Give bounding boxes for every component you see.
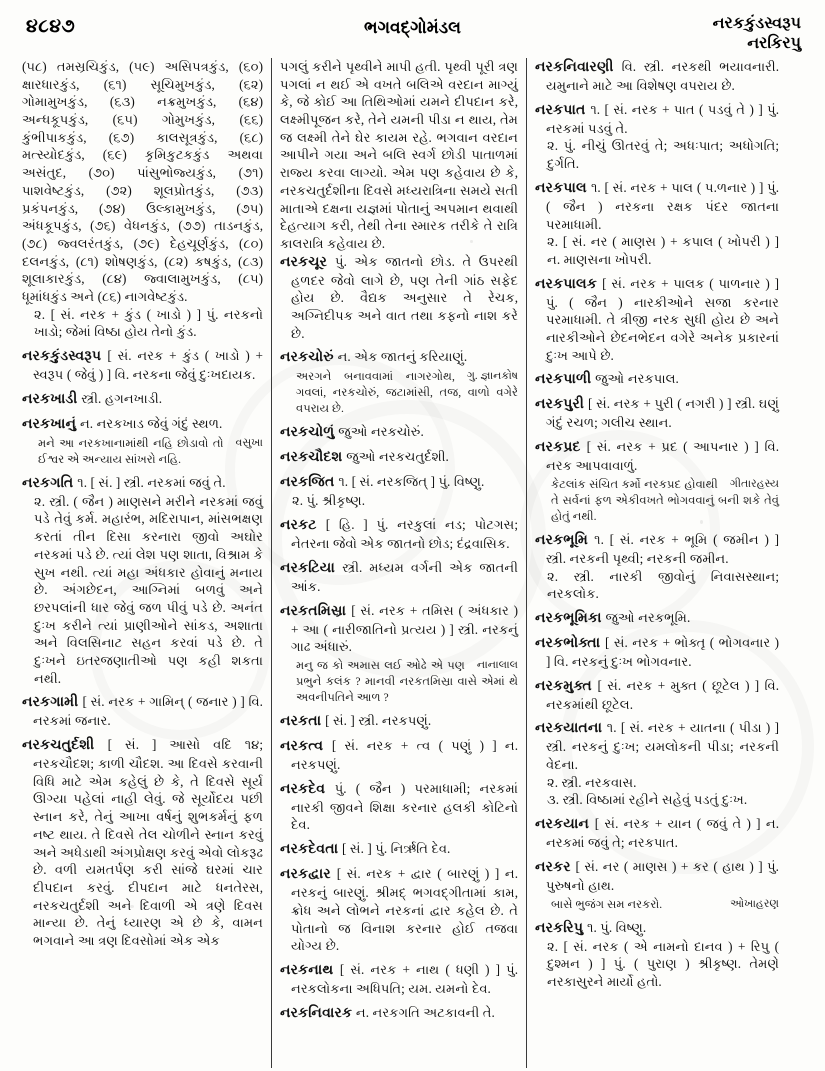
entry-headword: નરકભોક્તા: [535, 634, 606, 651]
page-header: [0, 0, 825, 62]
entry-definition: નરકટ [ હિ. ] પું. નરકુલાં નડ; પોટગસ; નેતરના જેવો એક જાતનો છોડ; દંદ્રવાસિક.: [280, 517, 518, 552]
entry-headword: નરકમુક્ત: [535, 677, 598, 694]
entry-definition: નરકટિયા સ્ત્રી. મધ્યમ વર્ગની એક જાતની આંક.: [280, 559, 518, 594]
entry-definition: નરકજિત ૧. [ સં. નરકજિત્ ] પું. વિષ્ણુ.: [280, 474, 485, 491]
entry-headword: નરકગામી: [22, 694, 83, 711]
dictionary-entry: [280, 602, 518, 706]
entry-headword: નરકખાનું: [22, 415, 80, 432]
entry-headword: નરકચતુર્દશી: [22, 737, 108, 754]
entry-definition: નરકતમિસ્રા [ સં. નરક + તમિસ ( અંધકાર ) + આ ( નારીજાતિનો પ્રત્યય ) ] સ્ત્રી. નરકનું ગાઢ અંધારું.: [280, 602, 519, 655]
entry-headword: નરકદેવ: [280, 780, 335, 797]
entry-headword: નરકત્વ: [280, 737, 332, 754]
dictionary-entry: [535, 531, 779, 603]
entry-definition: નરકપ્રદ [ સં. નરક + પ્રદ ( આપનાર ) ] વિ. નરક આપવાવાળું.: [535, 439, 779, 474]
entry-definition: નરકનાથ [ સં. નરક + નાથ ( ધણી ) ] પું. નરકલોકના અધિપતિ; યમ. યમનો દેવ.: [280, 961, 518, 996]
citation-attribution: ગીતારહસ્ય: [729, 477, 779, 490]
column-container: [0, 58, 825, 1068]
entry-citation: નાનાલાલ મનુ જ કો અમાસ લઈ ઓઢે એ પણ પ્રભુને કલંક ? માનવી નરકતમિસ્રા વાસે એમાં થે અવનીપતિને આળ ?: [296, 658, 518, 704]
entry-headword: નરકપાળી: [535, 371, 596, 388]
column-3: [526, 58, 781, 1068]
entry-definition: નરકભૂમિ ૧. [ સં. નરક + ભૂમિ ( જમીન ) ] સ્ત્રી. નરકની પૃથ્વી; નરકની જમીન.: [535, 531, 780, 566]
entry-headword: નરકચોળું: [280, 424, 339, 441]
running-head: [713, 14, 801, 54]
dictionary-entry: [280, 516, 518, 553]
entry-definition: નરકદેવતા [ સં. ] પું. નિર્ઋતિ દેવ.: [280, 841, 451, 858]
entry-definition: નરકપાલ ૧. [ સં. નરક + પાલ ( પ.ળનાર ) ] પું. ( જૈન ) નરકના રક્ષક પંદર જાતના પરમાધામી.: [535, 179, 779, 232]
entry-headword: નરકયાતના: [535, 720, 607, 737]
entry-definition: નરકતા [ સં. ] સ્ત્રી. નરકપણું.: [280, 712, 432, 729]
dictionary-entry: [535, 438, 779, 525]
column-3-entries: [535, 58, 779, 991]
entry-sense: ૨. પું. નીચું ઊતરવું તે; અધઃપાત; અધોગતિ; દુર્ગતિ.: [547, 138, 779, 172]
entry-headword: નરકપાત: [535, 101, 591, 118]
column-2-entries: [280, 253, 518, 1023]
entry-headword: નરકટિયા: [280, 559, 343, 576]
entry-headword: નરકકુંડસ્વરૂપ: [22, 348, 108, 364]
dictionary-entry: [22, 474, 263, 688]
dictionary-entry: [535, 370, 779, 389]
entry-headword: નરકતમિસ્રા: [280, 602, 352, 619]
entry-sense: ૨. પું. શ્રીકૃષ્ણ.: [292, 493, 365, 509]
dictionary-entry: [22, 347, 263, 384]
entry-headword: નરકભૂમિકા: [535, 609, 606, 626]
dictionary-entry: [22, 390, 263, 409]
entry-headword: નરકચૂર: [280, 253, 336, 270]
dictionary-entry: [535, 815, 779, 852]
column-1-entries: [22, 306, 263, 950]
entry-definition: નરકકુંડસ્વરૂપ [ સં. નરક + કુંડ ( ખાડો ) + સ્વરૂપ ( જેવું ) ] વિ. નરકના જેવું દુઃખદાયક.: [22, 348, 263, 383]
dictionary-entry: [22, 736, 263, 950]
citation-attribution: ઓખાહરણ: [730, 897, 779, 910]
column-2: [271, 58, 526, 1068]
entry-definition: નરકત્વ [ સં. નરક + ત્વ ( પણું ) ] ન. નરકપણું.: [280, 737, 518, 772]
dictionary-entry: [280, 780, 518, 834]
dictionary-entry: [535, 101, 779, 173]
entry-definition: નરકમુક્ત [ સં. નરક + મુક્ત ( છૂટેલ ) ] વિ. નરકમાંથી છૂટેલ.: [535, 677, 779, 712]
entry-definition: નરકપાળી જુઓ નરકપાલ.: [535, 371, 679, 388]
entry-headword: નરકદેવતા: [280, 841, 343, 858]
running-head-line-1: નરકકુંડસ્વરૂપ: [712, 15, 801, 32]
entry-headword: નરકચોરું: [280, 349, 338, 366]
running-head-line-2: નરકિરપુ: [747, 35, 801, 52]
dictionary-entry: [535, 58, 779, 95]
entry-definition: નરકખાનું ન. નરકખાડ જેવું ગંદું સ્થળ.: [22, 415, 223, 432]
page-number: ૪૮૪૭: [26, 16, 76, 37]
entry-headword: નરકભૂમિ: [535, 531, 595, 548]
entry-definition: નરકપાત ૧. [ સં. નરક + પાત ( પડવું તે ) ] પું. નરકમાં પડવું તે.: [535, 101, 780, 136]
entry-headword: નરકર: [535, 858, 576, 875]
dictionary-entry: [280, 253, 518, 343]
entry-definition: નરકનિવારક ન. નરકગતિ અટકાવની તે.: [280, 1004, 495, 1021]
dictionary-entry: [535, 677, 779, 714]
entry-headword: નરકનિવારણી: [535, 59, 622, 75]
entry-citation: ઓખાહરણ બાસે ભુજંગ સમ નરકરો.: [551, 897, 779, 911]
dictionary-entry: [280, 712, 518, 731]
dictionary-entry: [535, 275, 779, 365]
dictionary-entry: [280, 448, 518, 467]
dictionary-entry: [280, 961, 518, 998]
entry-definition: નરકદ્વાર [ સં. નરક + દ્વાર ( બારણું ) ] ન. નરકનું બારણું. શ્રીમદ્ ભગવદ્ગીતામાં કામ, ક્રોધ અને લોભને નરકનાં દ્વાર કહેલ છે. તે પોતાનો જ વિનાશ કરનાર હોઈ તજવા યોગ્ય છે.: [280, 866, 518, 954]
entry-definition: નરકચૂર પું. એક જાતનો છોડ. તે ઉપરથી હળદર જેવો લાગે છે, પણ તેની ગાંઠ સફેદ હોય છે. વૈદ્યક અનુસાર તે રેચક, અગ્નિદીપક અને વાત તથા કફનો નાશ કરે છે.: [280, 253, 519, 341]
entry-sense: ૩. સ્ત્રી. વિષ્ઠામાં રહીને સહેવું પડતું દુઃખ.: [547, 792, 748, 808]
entry-definition: નરકભોક્તા [ સં. નરક + ભોક્તૃ ( ભોગવનાર ) ] વિ. નરકનું દુઃખ ભોગવનાર.: [535, 634, 779, 669]
entry-headword: નરકપ્રદ: [535, 439, 587, 456]
entry-headword: નરકરિપુ: [535, 919, 588, 936]
entry-definition: નરકગતિ ૧. [ સં. ] સ્ત્રી. નરકમાં જવું તે.: [22, 474, 226, 491]
entry-definition: નરકર [ સં. નર ( માણસ ) + કર ( હાથ ) ] પું. પુરુષનો હાથ.: [535, 858, 779, 893]
citation-attribution: ગુ. જ્ઞાનકોષ: [466, 370, 518, 383]
dictionary-entry: [22, 415, 263, 468]
citation-attribution: વસુખા: [235, 436, 263, 449]
dictionary-entry: [22, 693, 263, 730]
entry-definition: નરકચતુર્દશી [ સં. ] આસો વદિ ૧૪; નરકચૌદશ; કાળી ચૌદશ. આ દિવસે કરવાની વિધિ માટે એમ કહેલું છે કે, તે દિવસે સૂર્ય ઊગ્યા પહેલાં નાહી લેવું. જે સૂર્યોદય પછી સ્નાન કરે, તેનું આખા વર્ષનું શુભકર્મનું ફળ નષ્ટ થાય. તે દિવસે તેલ ચોળીને સ્નાન કરવું અને અધેડાથી અંગપ્રોક્ષણ કરવું એવો લોકરૂઢ છે. વળી યમતર્પણ કરી સાંજે ઘરમાં ચાર દીપદાન કરવું. દીપદાન માટે ધનતેરસ, નરકચતુર્દશી અને દિવાળી એ ત્રણે દિવસ માન્યા છે. તેનું ધ્યારણ એ છે કે, વામન ભગવાને આ ત્રણ દિવસોમાં એક એક: [22, 737, 263, 948]
entry-definition: નરકગામી [ સં. નરક + ગામિન્ ( જનાર ) ] વિ. નરકમાં જનાર.: [22, 694, 263, 729]
entry-headword: નરકનિવારક: [280, 1004, 356, 1021]
entry-headword: નરકનાથ: [280, 961, 340, 978]
entry-headword: નરકપાલક: [535, 275, 603, 292]
dictionary-entry: [280, 423, 518, 442]
dictionary-entry: [535, 179, 779, 269]
continued-paragraph: પગલું કરીને પૃથ્વીને માપી હતી. પૃથ્વી પૂરી ત્રણ પગલાં ન થઈ એ વખતે બલિએ વરદાન માગ્યું કે, જે કોઈ આ તિથિઓમાં યમને દીપદાન કરે, લક્ષ્મીપૂજન કરે, તેને યમની પીડા ન થાય, તેમ જ લક્ષ્મી તેને ઘેર કાયમ રહે. ભગવાન વરદાન આપીને ગયા અને બલિ સ્વર્ગ છોડી પાતાળમાં રાજ્ય કરવા લાગ્યો. એમ પણ કહેવાય છે કે, નરકચતુર્દશીના દિવસે મધ્યરાત્રિના સમયે સતી માતાએ દક્ષના યજ્ઞમાં પોતાનું અપમાન થવાથી દેહત્યાગ કરી, તેથી તેના સ્મારક તરીકે તે રાત્રિ કાલરાત્રિ કહેવાય છે.: [280, 59, 518, 251]
entry-citation: ગુ. જ્ઞાનકોષ અરગને બનાવવામાં નાગરગોથ, ગવલાં, નરકચોરું, જટામાંસી, તજ, વાળો વગેરે વપરાય છે.: [296, 370, 518, 416]
dictionary-entry: [535, 395, 779, 432]
entry-definition: નરકયાતના ૧. [ સં. નરક + યાતના ( પીડા ) ] સ્ત્રી. નરકનું દુઃખ; યમલોકની પીડા; નરકની વેદના.: [535, 720, 779, 773]
entry-citation: વસુખા મને આ નરકખાનામાંથી નહિ છોડાવો તો ઈશ્વર એ અન્યાય સાંખરો નહિ.: [38, 436, 263, 466]
dictionary-entry: [280, 865, 518, 955]
entry-citation: ગીતારહસ્ય કેટલાંક સંચિત કર્મો નરકપ્રદ હોવાથી તે સર્વનાં ફળ એકીવખતે ભોગવવાનું બની શકે તેવું હોતું નથી.: [551, 477, 779, 523]
entry-definition: નરકચૌદશ જુઓ નરકચતુર્દશી.: [280, 449, 449, 466]
entry-headword: નરકયાન: [535, 816, 595, 833]
dictionary-entry: [280, 1004, 518, 1023]
entry-definition: નરકભૂમિકા જુઓ નરકભૂમિ.: [535, 609, 691, 626]
entry-headword: નરકતા: [280, 712, 326, 729]
dictionary-entry: [22, 306, 263, 341]
entry-definition: નરકપુરી [ સં. નરક + પુરી ( નગરી ) ] સ્ત્રી. ઘણું ગંદું રચળ; ગલીચ સ્થાન.: [535, 396, 779, 431]
entry-definition: નરકચોળું જુઓ નરકચોરું.: [280, 424, 424, 441]
entry-sense: ૨. સ્ત્રી. નારકી જીવોનું નિવાસસ્થાન; નરકલોક.: [547, 568, 779, 602]
dictionary-entry: [535, 634, 779, 671]
entry-definition: નરકયાન [ સં. નરક + યાન ( જવું તે ) ] ન. નરકમાં જવું તે; નરકપાત.: [535, 816, 779, 851]
continued-kunda-list: (૫૮) તમસ્રચિકુંડ, (૫૯) અસિપત્રકુંડ, (૬૦) ક્ષારધારકુંડ, (૬૧) સૂચિમુખકુંડ, (૬૨) ગોમામુખકુંડ, (૬૩) નક્રમુખકુંડ, (૬૪) અન્ધકૂપકુંડ, (૬૫) ગોમુખકુંડ, (૬૬) કુંભીપાકકુંડ, (૬૭) કાલસૂત્રકુંડ, (૬૮) મત્સ્યોદકુંડ, (૬૯) કૃમિકુટકકુંડ અથવા અસંતુદ, (૭૦) પાંસુભોજ્યકુંડ, (૭૧) પાશવેષ્ટકુંડ, (૭૨) શૂલપ્રોતકુંડ, (૭૩) પ્રકંપનકુંડ, (૭૪) ઉલ્કામુખકુંડ, (૭૫) અંધકૂપકુંડ, (૭૬) વેધનકુંડ, (૭૭) તાડનકુંડ, (૭૮) જ્વલરંતકુંડ, (૭૯) દેહચૂર્ણકુંડ, (૮૦) દલનકુંડ, (૮૧) શોષણકુંડ, (૮૨) કષકુંડ, (૮૩) શૂલાકારકુંડ, (૮૪) જ્વાલામુખકુંડ, (૮૫) ધૂમાંધકુંડ અને (૮૬) નાગવેષ્ટકુંડ.: [22, 59, 263, 304]
entry-definition: નરકખાડી સ્ત્રી. હગનખાડી.: [22, 390, 163, 407]
entry-sense: ૨. [ સં. નર ( માણસ ) + કપાલ ( ખોપરી ) ] ન. માણસના ખોપરી.: [547, 234, 779, 267]
column-1: [16, 58, 271, 1068]
entry-sense: ૨. [ સં. નરક ( એ નામનો દાનવ ) + રિપુ ( દુશ્મન ) ] પું. ( પુરાણ ) શ્રીકૃષ્ણ. તેમણે નરકાસુરને માર્યો હતો.: [547, 938, 779, 989]
entry-headword: નરકખાડી: [22, 390, 82, 407]
entry-definition: નરકરિપુ ૧. પું. વિષ્ણુ.: [535, 919, 647, 936]
dictionary-entry: [535, 609, 779, 628]
entry-sense: ૨. [ સં. નરક + કુંડ ( ખાડો ) ] પું. નરકનો ખાડો; જેમાં વિષ્ઠા હોય તેનો કુંડ.: [34, 306, 263, 340]
dictionary-entry: [280, 840, 518, 859]
dictionary-entry: [535, 919, 779, 991]
citation-attribution: નાનાલાલ: [476, 658, 518, 671]
entry-headword: નરકચૌદશ: [280, 449, 347, 466]
entry-headword: નરકપુરી: [535, 396, 589, 413]
entry-headword: નરકટ: [280, 517, 326, 534]
dictionary-entry: [280, 348, 518, 417]
entry-headword: નરકપાલ: [535, 179, 591, 196]
entry-headword: નરકગતિ: [22, 474, 78, 491]
entry-definition: નરકનિવારણી વિ. સ્ત્રી. નરકથી ભયાવનારી. યમુનાને માટે આ વિશેષણ વપરાય છે.: [535, 59, 779, 94]
entry-definition: નરકપાલક [ સં. નરક + પાલક ( પાળનાર ) ] પું. ( જૈન ) નારકીઓને સજા કરનાર પરમાધામી. તે ત્રીજી નરક સુધી હોય છે અને નારકીઓને છેદનભેદન વગેરે અનેક પ્રકારનાં દુઃખ આપે છે.: [535, 275, 780, 363]
book-title: ભગવદ્ગોમંડલ: [364, 18, 461, 37]
entry-headword: નરકદ્વાર: [280, 866, 337, 883]
entry-sense: ૨. સ્ત્રી. ( જૈન ) માણસને મરીને નરકમાં જવું પડે તેવું કર્મ. મહારંભ, મદિરાપાન, માંસભક્ષણ કરતાં તીન દિસા કરનારા જીવો અઘોર નરકમાં પડે છે. ત્યાં લેશ પણ શાતા, વિશ્રામ કે સુખ નથી. ત્યાં મહા અંધકાર હોવાનું મનાય છે. અંગછેદન, આગ્નિમાં બળવું અને છરપલાંની ધાર જેવું જળ પીવું પડે છે. અનંત દુઃખ કરીને ત્યાં પ્રાણીઓને સાંકડ, અશાતા અને વિલસિનાટ સહન કરવાં પડે છે. તે દુઃખને ઇતરજણાતીઓ પણ કહી શકતા નથી.: [34, 493, 263, 686]
dictionary-entry: [535, 858, 779, 913]
dictionary-entry: [535, 719, 779, 809]
entry-sense: ૨. સ્ત્રી. નરકવાસ.: [547, 774, 637, 790]
dictionary-entry: [280, 473, 518, 510]
entry-definition: નરકચોરું ન. એક જાતનું કરિયાણું.: [280, 349, 468, 366]
dictionary-entry: [280, 559, 518, 596]
entry-definition: નરકદેવ પું. ( જૈન ) પરમાધામી; નરકમાં નારકી જીવને શિક્ષા કરનાર હલકી કોટિનો દેવ.: [280, 780, 518, 833]
entry-headword: નરકજિત: [280, 474, 339, 491]
dictionary-entry: [280, 737, 518, 774]
